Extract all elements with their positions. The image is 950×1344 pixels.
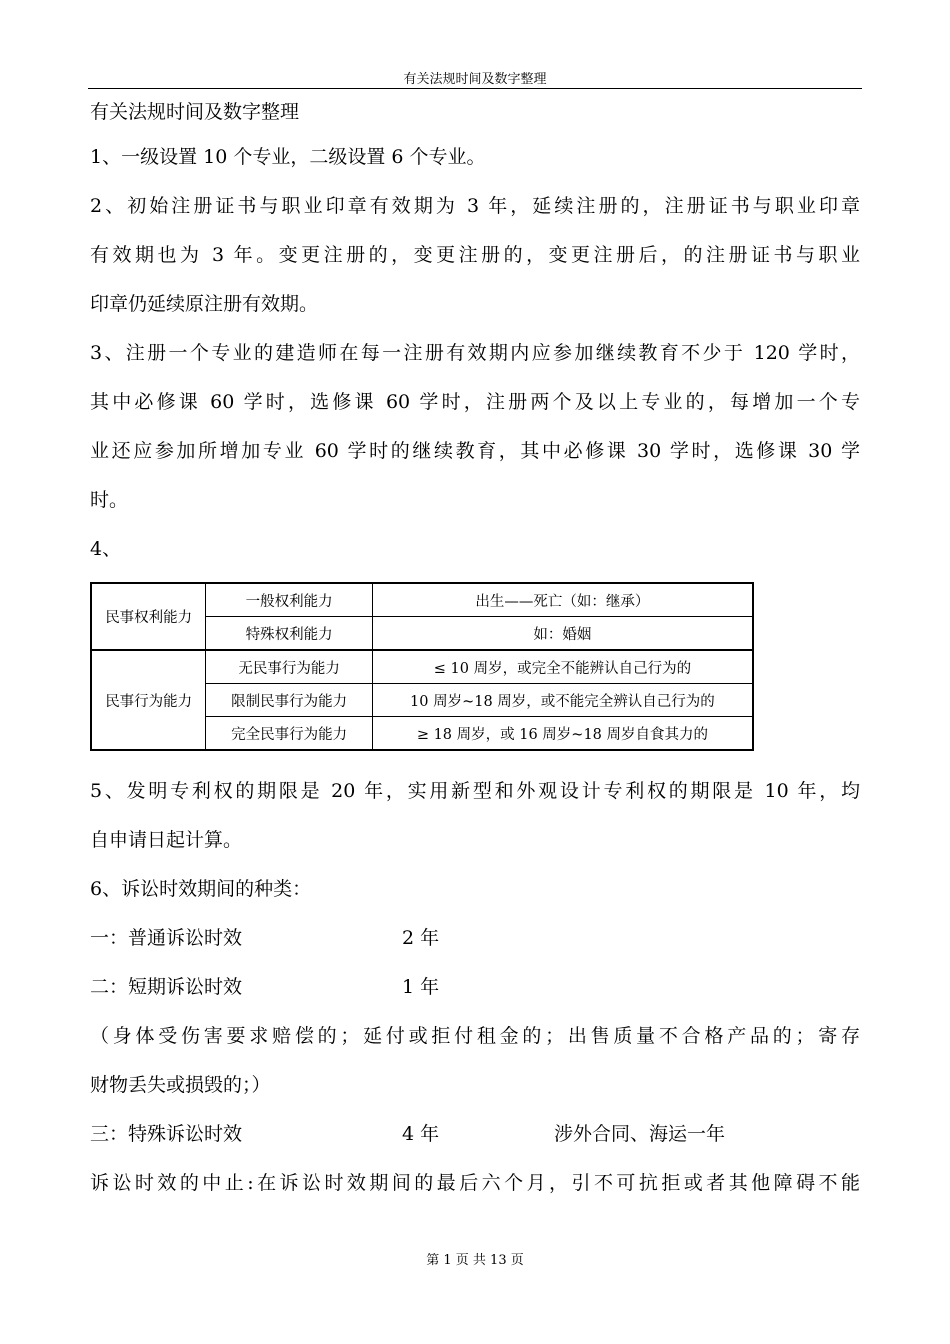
type-cell: 特殊权利能力 <box>206 617 372 651</box>
page-footer: 第 1 页 共 13 页 <box>426 1253 524 1268</box>
doc-title: 有关法规时间及数字整理 <box>90 101 300 123</box>
limit-3-period: 4 年 <box>402 1123 440 1145</box>
table-row <box>91 583 753 617</box>
item-2-line-1: 2、初始注册证书与职业印章有效期为 3 年，延续注册的，注册证书与职业印章 <box>90 195 860 217</box>
item-3-line-1: 3、注册一个专业的建造师在每一注册有效期内应参加继续教育不少于 120 学时， <box>90 342 860 364</box>
limit-1-row <box>90 922 860 971</box>
desc-cell: 出生——死亡（如：继承） <box>372 583 753 617</box>
civil-capacity-table-wrap <box>90 582 860 751</box>
limit-2-note-line-2: 财物丢失或损毁的；） <box>90 1074 271 1096</box>
item-3-line-4: 时。 <box>90 489 129 511</box>
running-header: 有关法规时间及数字整理 <box>403 72 547 87</box>
table-row <box>91 650 753 684</box>
item-2-line-2: 有效期也为 3 年。变更注册的，变更注册的，变更注册后，的注册证书与职业 <box>90 244 860 266</box>
limit-2-name: 二：短期诉讼时效 <box>90 976 243 998</box>
item-3-line-3: 业还应参加所增加专业 60 学时的继续教育，其中必修课 30 学时，选修课 30 学 <box>90 440 860 462</box>
document-body <box>90 96 860 1216</box>
item-3-line-2: 其中必修课 60 学时，选修课 60 学时，注册两个及以上专业的，每增加一个专 <box>90 391 860 413</box>
desc-cell: 如：婚姻 <box>372 617 753 651</box>
type-cell: 完全民事行为能力 <box>206 717 372 751</box>
type-cell: 无民事行为能力 <box>206 650 372 684</box>
item-6: 6、诉讼时效期间的种类： <box>90 878 312 900</box>
suspension-line: 诉讼时效的中止:在诉讼时效期间的最后六个月，引不可抗拒或者其他障碍不能 <box>90 1172 860 1194</box>
civil-capacity-table <box>90 582 754 751</box>
group-cell-rights: 民事权利能力 <box>91 583 206 650</box>
limit-3-extra: 涉外合同、海运一年 <box>554 1123 726 1145</box>
limit-3-row <box>90 1118 860 1167</box>
limit-3-name: 三：特殊诉讼时效 <box>90 1123 243 1145</box>
limit-1-name: 一：普通诉讼时效 <box>90 927 243 949</box>
limit-2-note-line-1: （身体受伤害要求赔偿的；延付或拒付租金的；出售质量不合格产品的；寄存 <box>90 1025 860 1047</box>
limit-2-row <box>90 971 860 1020</box>
desc-cell: ≥ 18 周岁，或 16 周岁~18 周岁自食其力的 <box>372 717 753 751</box>
item-1: 1、一级设置 10 个专业，二级设置 6 个专业。 <box>90 146 486 168</box>
header-rule <box>88 88 862 89</box>
limit-2-period: 1 年 <box>402 976 440 998</box>
item-2-line-3: 印章仍延续原注册有效期。 <box>90 293 319 315</box>
type-cell: 一般权利能力 <box>206 583 372 617</box>
desc-cell: ≤ 10 周岁，或完全不能辨认自己行为的 <box>372 650 753 684</box>
desc-cell: 10 周岁~18 周岁，或不能完全辨认自己行为的 <box>372 684 753 717</box>
item-5-line-1: 5、发明专利权的期限是 20 年，实用新型和外观设计专利权的期限是 10 年，均 <box>90 780 860 802</box>
type-cell: 限制民事行为能力 <box>206 684 372 717</box>
item-4-label: 4、 <box>90 538 122 560</box>
item-5-line-2: 自申请日起计算。 <box>90 829 243 851</box>
limit-1-period: 2 年 <box>402 927 440 949</box>
group-cell-conduct: 民事行为能力 <box>91 650 206 750</box>
